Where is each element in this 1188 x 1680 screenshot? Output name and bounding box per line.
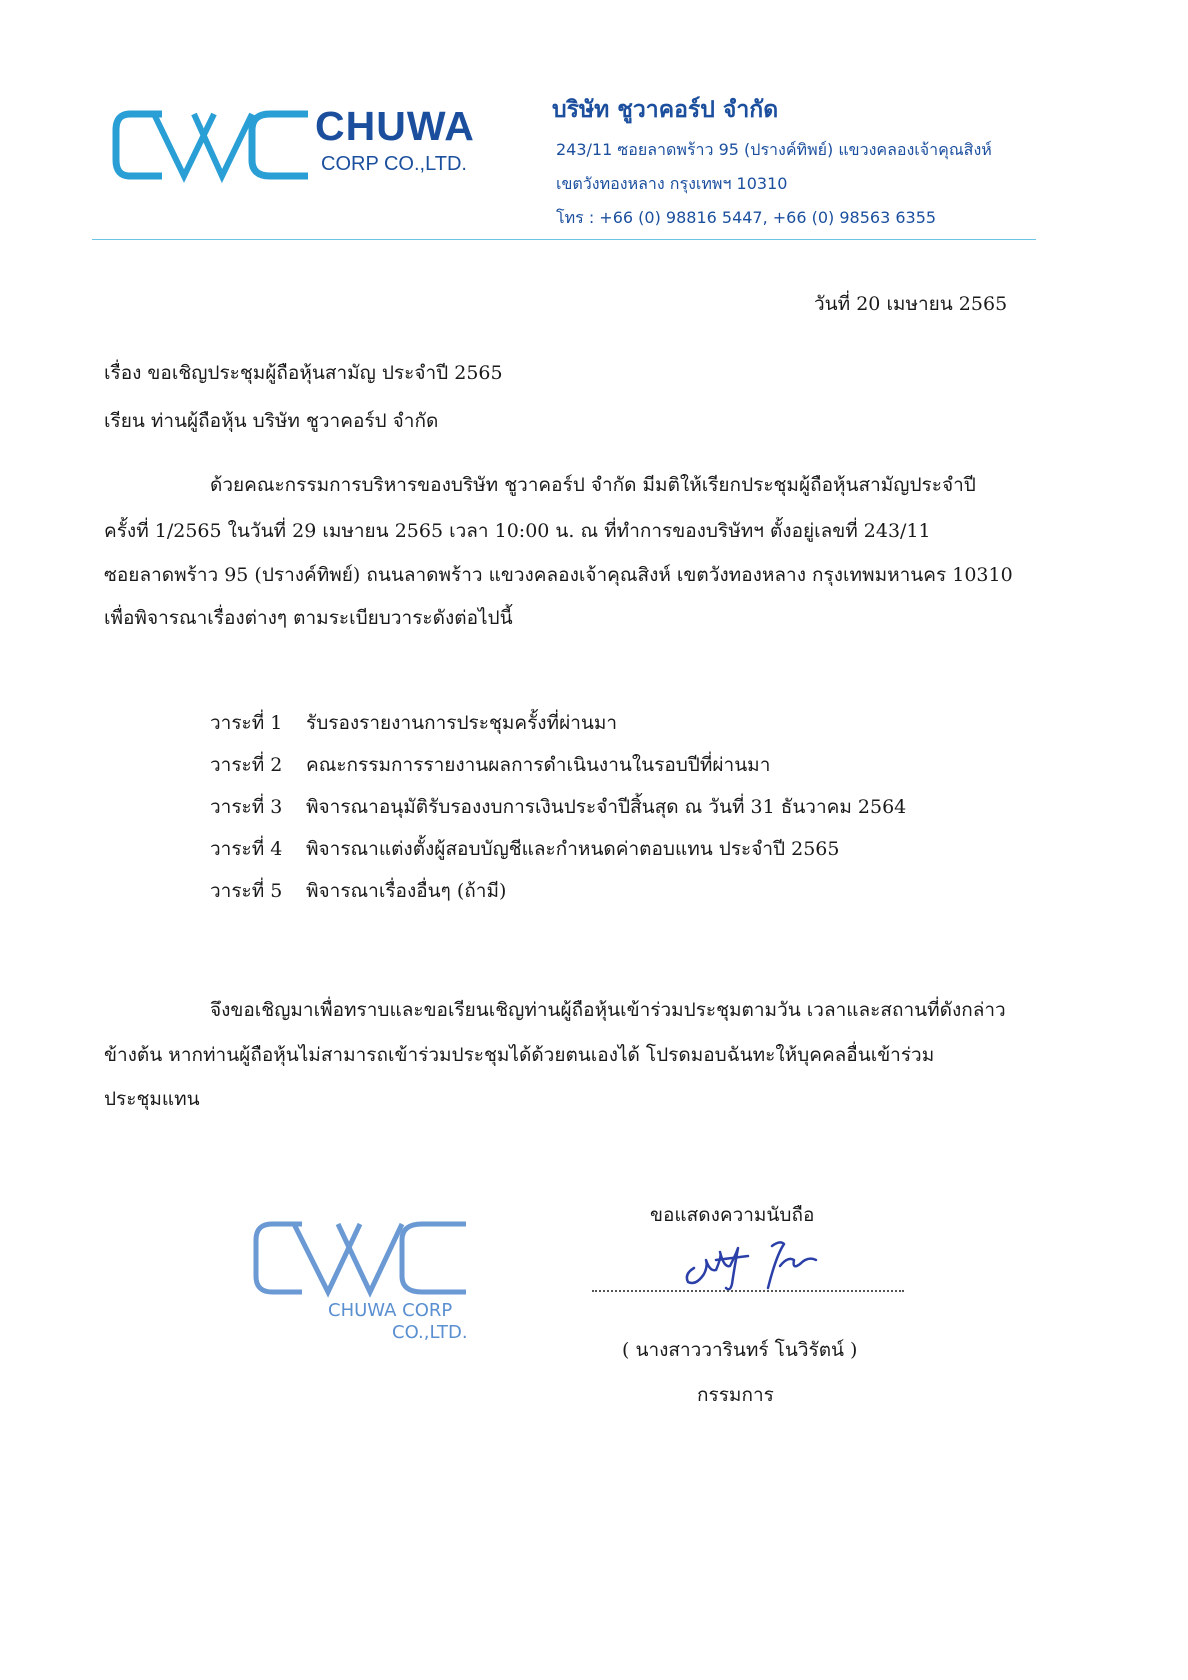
logo-wordmark: CHUWA: [315, 103, 475, 149]
agenda-item-text: พิจารณาเรื่องอื่นๆ (ถ้ามี): [306, 880, 507, 902]
agenda-item-label: วาระที่ 2: [210, 754, 283, 776]
agenda-item-text: พิจารณาอนุมัติรับรองงบการเงินประจำปีสิ้นสุด ณ วันที่ 31 ธันวาคม 2564: [306, 796, 907, 818]
signer-name: ( นางสาววารินทร์ โนวิรัตน์ ): [622, 1339, 858, 1361]
company-logo-icon: [112, 104, 312, 186]
stamp-line-2: CO.,LTD.: [392, 1322, 468, 1340]
company-phone: โทร : +66 (0) 98816 5447, +66 (0) 98563 6355: [556, 208, 937, 227]
company-stamp: [250, 1216, 472, 1340]
handwritten-signature: [676, 1226, 826, 1296]
company-address-line-1: 243/11 ซอยลาดพร้าว 95 (ปรางค์ทิพย์) แขวงคลองเจ้าคุณสิงห์: [556, 140, 992, 159]
closing-paragraph-line: จึงขอเชิญมาเพื่อทราบและขอเรียนเชิญท่านผู้ถือหุ้นเข้าร่วมประชุมตามวัน เวลาและสถานที่ดังกล่าว: [210, 999, 1006, 1021]
letter-recipient: เรียน ท่านผู้ถือหุ้น บริษัท ชูวาคอร์ป จำกัด: [104, 410, 439, 432]
company-address-line-2: เขตวังทองหลาง กรุงเทพฯ 10310: [556, 174, 788, 193]
agenda-item-label: วาระที่ 5: [210, 880, 283, 902]
closing-regards: ขอแสดงความนับถือ: [650, 1204, 815, 1226]
closing-paragraph-line: ข้างต้น หากท่านผู้ถือหุ้นไม่สามารถเข้าร่วมประชุมได้ด้วยตนเองได้ โปรดมอบฉันทะให้บุคคลอื่นเข้าร่วม: [104, 1044, 935, 1066]
intro-paragraph-line: เพื่อพิจารณาเรื่องต่างๆ ตามระเบียบวาระดังต่อไปนี้: [104, 607, 513, 629]
stamp-line-1: CHUWA CORP: [328, 1300, 453, 1321]
intro-paragraph-line: ครั้งที่ 1/2565 ในวันที่ 29 เมษายน 2565 เวลา 10:00 น. ณ ที่ทำการของบริษัทฯ ตั้งอยู่เลขที่ 243/11: [104, 520, 931, 542]
company-name: บริษัท ชูวาคอร์ป จำกัด: [552, 97, 779, 123]
closing-paragraph-line: ประชุมแทน: [104, 1088, 200, 1110]
agenda-item-text: คณะกรรมการรายงานผลการดำเนินงานในรอบปีที่ผ่านมา: [306, 754, 771, 776]
header-divider: [92, 239, 1036, 240]
intro-paragraph-line: ซอยลาดพร้าว 95 (ปรางค์ทิพย์) ถนนลาดพร้าว แขวงคลองเจ้าคุณสิงห์ เขตวังทองหลาง กรุงเทพมหานคร 10310: [104, 564, 1013, 586]
intro-paragraph-line: ด้วยคณะกรรมการบริหารของบริษัท ชูวาคอร์ป จำกัด มีมติให้เรียกประชุมผู้ถือหุ้นสามัญประจำปี: [210, 474, 976, 496]
letter-subject: เรื่อง ขอเชิญประชุมผู้ถือหุ้นสามัญ ประจำปี 2565: [104, 362, 503, 384]
agenda-item-label: วาระที่ 3: [210, 796, 283, 818]
letter-date: วันที่ 20 เมษายน 2565: [814, 293, 1008, 315]
logo-subtitle: CORP CO.,LTD.: [321, 153, 467, 175]
agenda-item-text: พิจารณาแต่งตั้งผู้สอบบัญชีและกำหนดค่าตอบแทน ประจำปี 2565: [306, 838, 840, 860]
signature-line: [592, 1290, 904, 1292]
agenda-item-text: รับรองรายงานการประชุมครั้งที่ผ่านมา: [306, 712, 618, 734]
agenda-item-label: วาระที่ 1: [210, 712, 283, 734]
agenda-item-label: วาระที่ 4: [210, 838, 283, 860]
signer-title: กรรมการ: [697, 1384, 774, 1406]
